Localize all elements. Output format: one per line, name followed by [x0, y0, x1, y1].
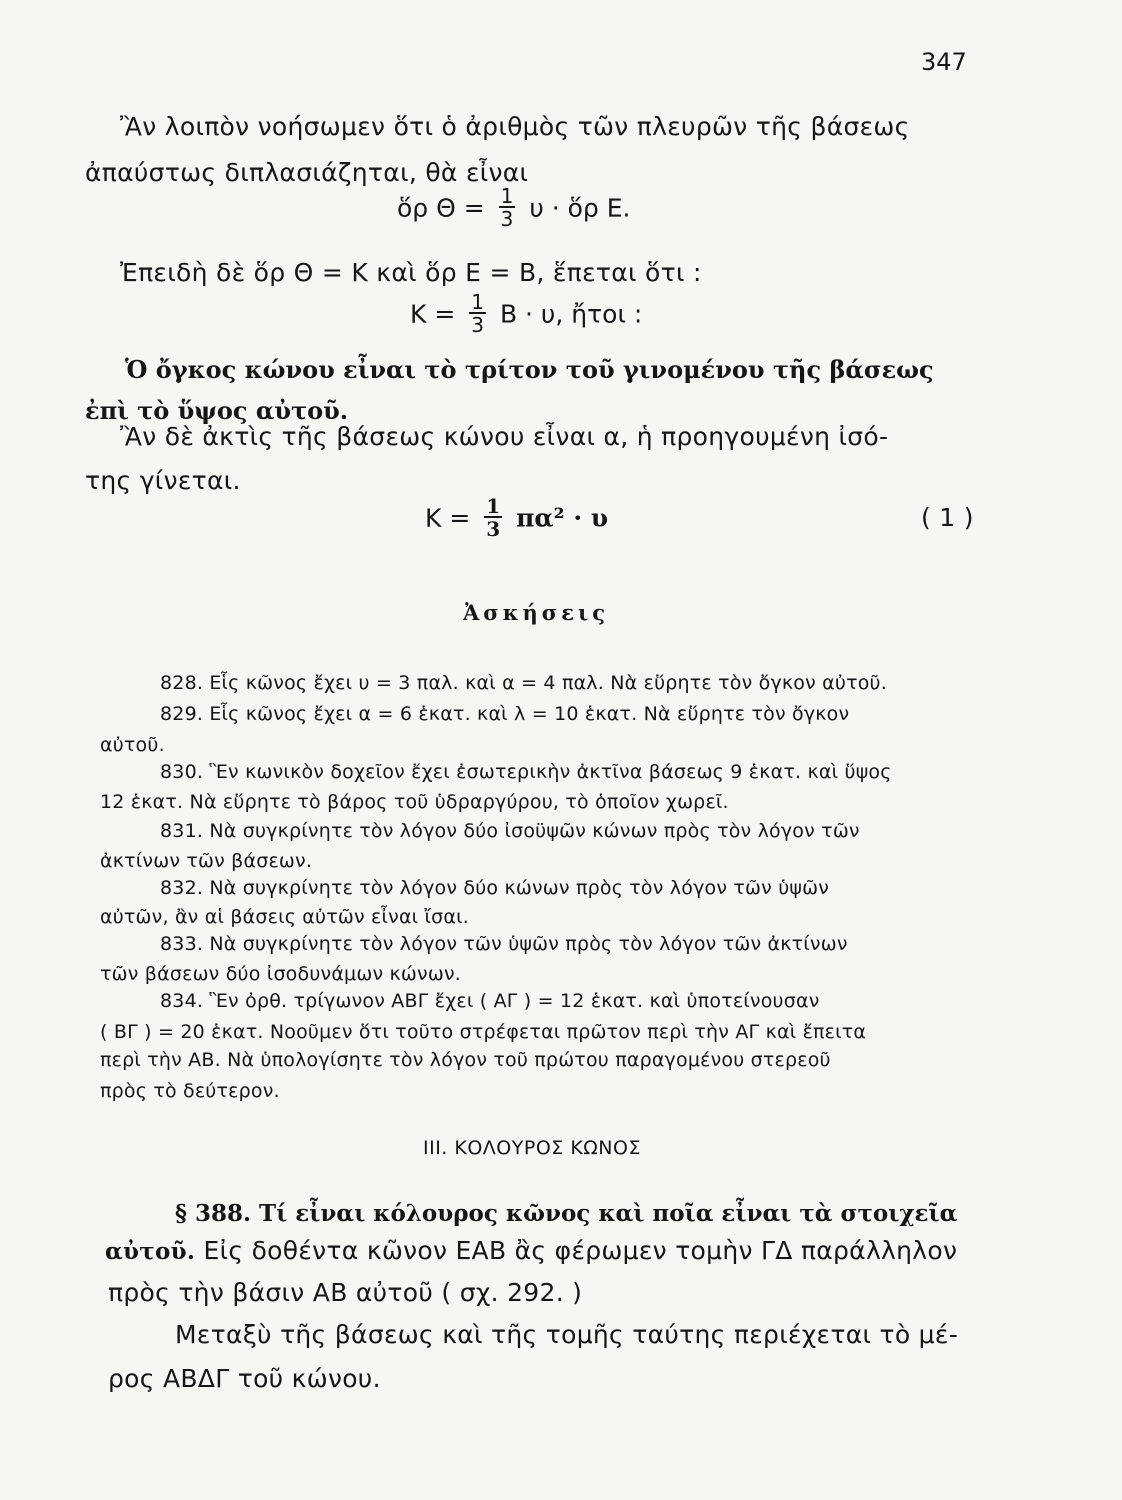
exercise-831-line-1: 831. Νὰ συγκρίνητε τὸν λόγον δύο ἰσοϋψῶν κώνων πρὸς τὸν λόγον τῶν: [160, 820, 860, 842]
section-388-line-4: Μεταξὺ τῆς βάσεως καὶ τῆς τομῆς ταύτης περιέχεται τὸ μέ-: [175, 1320, 959, 1349]
intro-line-1: Ἂν λοιπὸν νοήσωμεν ὅτι ὁ ἀριθμὸς τῶν πλευρῶν τῆς βάσεως: [120, 112, 910, 141]
fraction-numerator: 1: [500, 184, 514, 208]
section-388-line-2-text: Εἰς δοθέντα κῶνον ΕΑΒ ἂς φέρωμεν τομὴν ΓΔ παράλληλον: [195, 1236, 958, 1265]
exercise-829-line-2: αὐτοῦ.: [100, 734, 165, 756]
exercise-829-line-1: 829. Εἷς κῶνος ἔχει α = 6 ἑκατ. καὶ λ = 10 ἑκατ. Νὰ εὕρητε τὸν ὄγκον: [160, 703, 850, 725]
since-line: Ἐπειδὴ δὲ ὅρ Θ = Κ καὶ ὅρ Ε = Β, ἕπεται ὅτι :: [120, 258, 702, 287]
exercise-833-line-1: 833. Νὰ συγκρίνητε τὸν λόγον τῶν ὑψῶν πρὸς τὸν λόγον τῶν ἀκτίνων: [160, 933, 848, 955]
exercises-heading: Ἀσκήσεις: [463, 600, 609, 625]
fraction-denominator: 3: [486, 517, 501, 541]
theorem-line-2: ἐπὶ τὸ ὕψος αὐτοῦ.: [85, 396, 349, 425]
exercise-831-line-2: ἀκτίνων τῶν βάσεων.: [100, 850, 313, 872]
theorem-line-1: Ὁ ὄγκος κώνου εἶναι τὸ τρίτον τοῦ γινομένου τῆς βάσεως: [125, 355, 934, 384]
radius-line-2: της γίνεται.: [85, 466, 241, 495]
exercise-834-line-2: ( ΒΓ ) = 20 ἑκατ. Νοοῦμεν ὅτι τοῦτο στρέφεται πρῶτον περὶ τὴν ΑΓ καὶ ἔπειτα: [100, 1021, 867, 1043]
exercise-834-line-1: 834. Ἓν ὀρθ. τρίγωνον ΑΒΓ ἔχει ( ΑΓ ) = 12 ἑκατ. καὶ ὑποτείνουσαν: [160, 990, 820, 1012]
formula-3-left: Κ =: [425, 503, 471, 533]
exercise-833-line-2: τῶν βάσεων δύο ἰσοδυνάμων κώνων.: [100, 963, 461, 985]
exercise-830-line-2: 12 ἑκατ. Νὰ εὕρητε τὸ βάρος τοῦ ὑδραργύρου, τὸ ὁποῖον χωρεῖ.: [100, 791, 729, 813]
section-388-line-2: [105, 1236, 957, 1265]
formula-volume-limit: [397, 186, 631, 230]
fraction-denominator: 3: [471, 313, 484, 337]
fraction-one-third: [499, 186, 516, 230]
radius-line-1: Ἂν δὲ ἀκτὶς τῆς βάσεως κώνου εἶναι α, ἡ προηγουμένη ἰσό-: [120, 422, 889, 451]
section-388-line-5: ρος ΑΒΔΓ τοῦ κώνου.: [108, 1364, 381, 1393]
exercise-832-line-1: 832. Νὰ συγκρίνητε τὸν λόγον δύο κώνων πρὸς τὸν λόγον τῶν ὑψῶν: [160, 877, 830, 899]
exercise-828: 828. Εἷς κῶνος ἔχει υ = 3 παλ. καὶ α = 4 παλ. Νὰ εὕρητε τὸν ὄγκον αὐτοῦ.: [160, 672, 887, 694]
page-number: 347: [921, 48, 967, 76]
section-388-heading-end: αὐτοῦ.: [105, 1238, 196, 1265]
fraction-one-third: [484, 496, 502, 540]
formula-cone-volume-radius: [425, 496, 608, 540]
formula-1-right: υ · ὅρ Ε.: [529, 193, 631, 223]
fraction-one-third: [469, 292, 486, 336]
exercise-830-line-1: 830. Ἓν κωνικὸν δοχεῖον ἔχει ἐσωτερικὴν ἀκτῖνα βάσεως 9 ἑκατ. καὶ ὕψος: [160, 761, 892, 783]
exercise-834-line-4: πρὸς τὸ δεύτερον.: [100, 1080, 280, 1102]
section-title: ΙΙΙ. ΚΟΛΟΥΡΟΣ ΚΩΝΟΣ: [423, 1137, 641, 1159]
formula-1-left: ὅρ Θ =: [397, 193, 485, 223]
equation-label: ( 1 ): [921, 503, 974, 532]
section-388-line-3: πρὸς τὴν βάσιν ΑΒ αὐτοῦ ( σχ. 292. ): [108, 1278, 583, 1307]
formula-2-left: Κ =: [410, 299, 456, 329]
fraction-denominator: 3: [500, 207, 514, 231]
fraction-numerator: 1: [486, 494, 501, 518]
intro-line-2: ἀπαύστως διπλασιάζηται, θὰ εἶναι: [85, 158, 529, 187]
formula-cone-volume: [410, 292, 642, 336]
formula-3-right: πα² · υ: [516, 503, 609, 533]
fraction-numerator: 1: [471, 290, 484, 314]
exercise-834-line-3: περὶ τὴν ΑΒ. Νὰ ὑπολογίσητε τὸν λόγον τοῦ πρώτου παραγομένου στερεοῦ: [100, 1049, 831, 1071]
formula-2-right: Β · υ, ἤτοι :: [499, 299, 643, 329]
section-388-heading: § 388. Τί εἶναι κόλουρος κῶνος καὶ ποῖα εἶναι τὰ στοιχεῖα: [175, 1200, 958, 1227]
exercise-832-line-2: αὐτῶν, ἂν αἱ βάσεις αὐτῶν εἶναι ἴσαι.: [100, 906, 470, 928]
